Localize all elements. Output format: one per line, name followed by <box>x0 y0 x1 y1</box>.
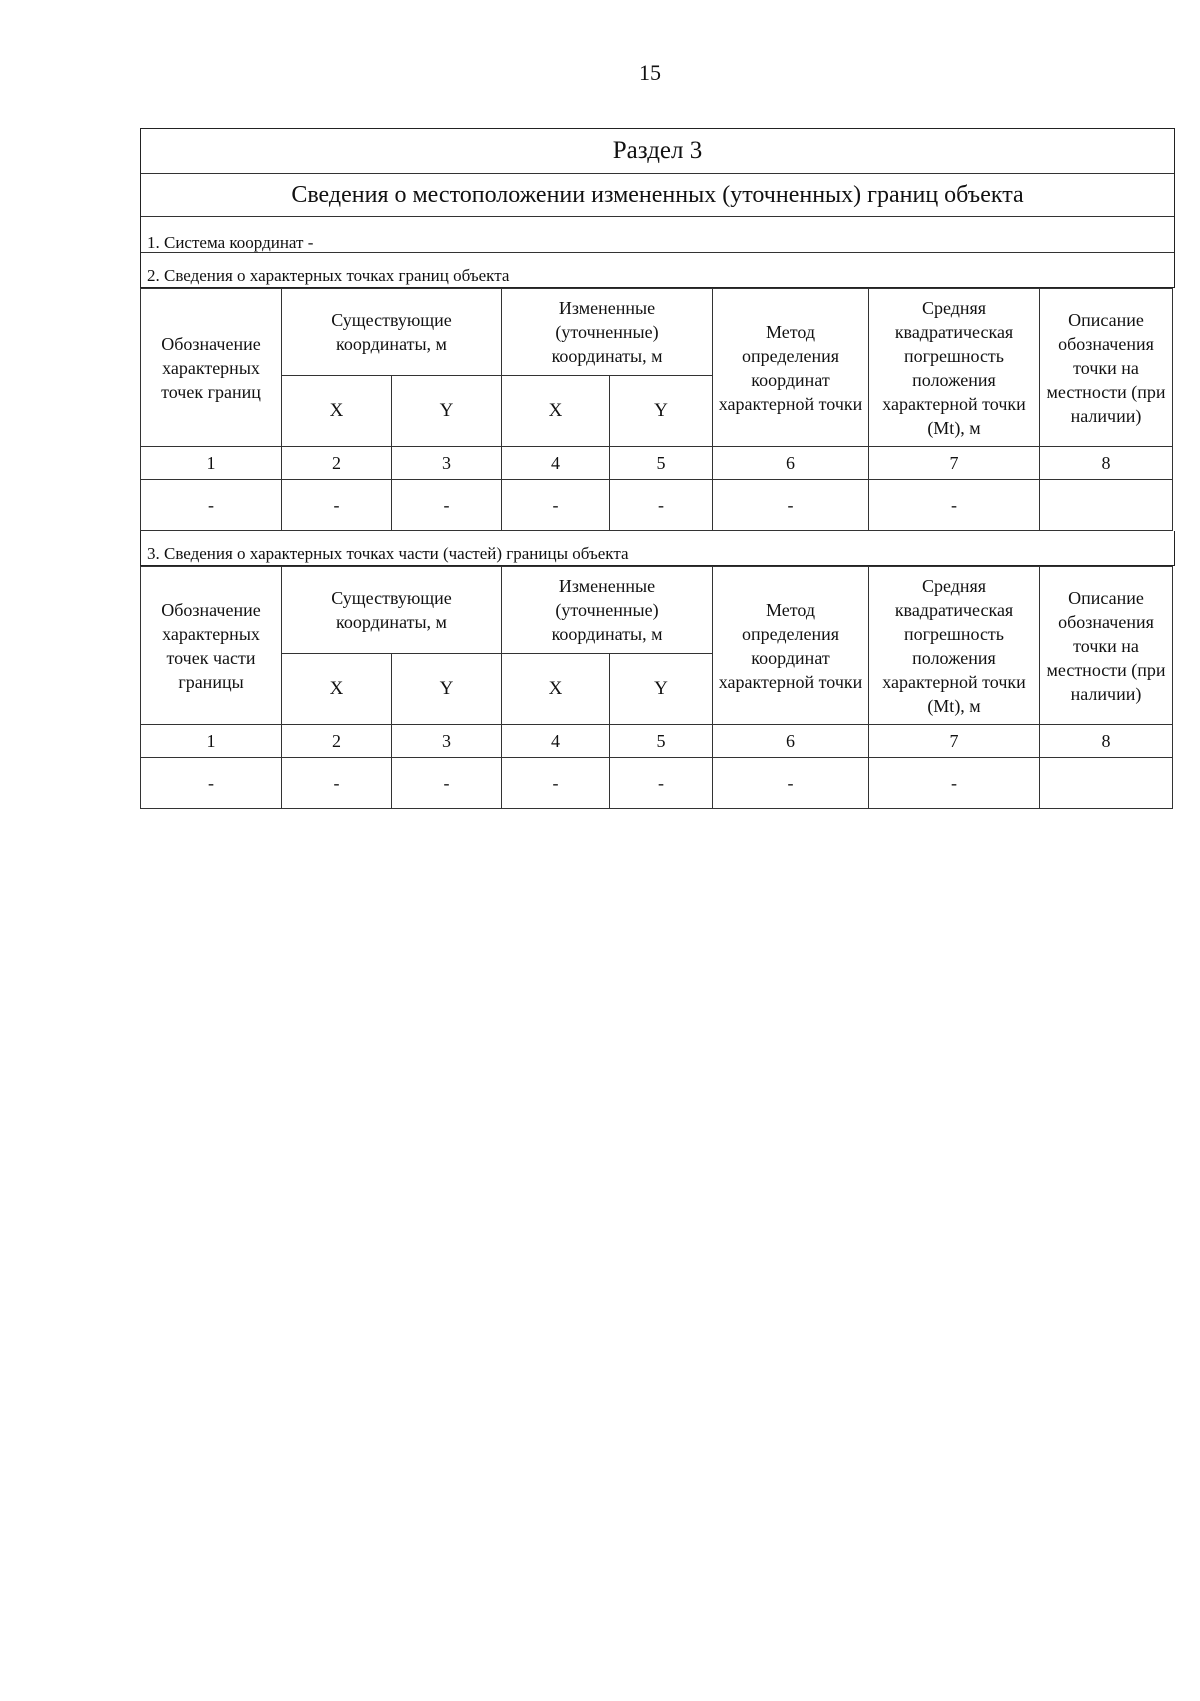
table3-method-header: Метод определения координат характерной точки <box>713 567 869 725</box>
table2-description-header: Описание обозначения точки на местности (при наличии) <box>1040 289 1173 447</box>
section-header-block <box>140 128 1175 288</box>
table3-num-4: 4 <box>502 725 610 758</box>
boundary-points-table <box>140 288 1173 531</box>
table2-changed-x: X <box>502 376 610 447</box>
table2-error-header: Средняя квадратическая погрешность положения характерной точки (Mt), м <box>869 289 1040 447</box>
table3-num-7: 7 <box>869 725 1040 758</box>
table2-num-7: 7 <box>869 447 1040 480</box>
table2-num-6: 6 <box>713 447 869 480</box>
coordinate-system: 1. Система координат - <box>141 217 1174 253</box>
table2-changed-coords-header: Измененные (уточненные) координаты, м <box>502 289 713 376</box>
table3-cell-3: - <box>392 758 502 809</box>
table2-num-1: 1 <box>141 447 282 480</box>
table2-num-5: 5 <box>610 447 713 480</box>
table3-num-2: 2 <box>282 725 392 758</box>
table2-existing-coords-header: Существующие координаты, м <box>282 289 502 376</box>
table-row <box>141 758 1173 809</box>
table2-num-4: 4 <box>502 447 610 480</box>
table2-header-row <box>141 289 1173 376</box>
part3-block <box>140 531 1175 809</box>
table2-existing-x: X <box>282 376 392 447</box>
table3-num-5: 5 <box>610 725 713 758</box>
section-3-sheet <box>140 128 1175 809</box>
section-title: Раздел 3 <box>141 129 1174 174</box>
table3-changed-x: X <box>502 654 610 725</box>
table3-changed-y: Y <box>610 654 713 725</box>
table3-column-numbers <box>141 725 1173 758</box>
part3-heading: 3. Сведения о характерных точках части (частей) границы объекта <box>147 544 629 563</box>
table3-changed-coords-header: Измененные (уточненные) координаты, м <box>502 567 713 654</box>
table3-num-8: 8 <box>1040 725 1173 758</box>
table3-header-row <box>141 567 1173 654</box>
table3-cell-1: - <box>141 758 282 809</box>
part-boundary-points-table <box>140 566 1173 809</box>
table3-cell-7: - <box>869 758 1040 809</box>
table3-cell-4: - <box>502 758 610 809</box>
table2-changed-y: Y <box>610 376 713 447</box>
table2-cell-4: - <box>502 480 610 531</box>
table3-cell-6: - <box>713 758 869 809</box>
part3-heading-block <box>140 531 1175 566</box>
table-row <box>141 480 1173 531</box>
page-number: 15 <box>639 60 661 85</box>
table2-cell-8 <box>1040 480 1173 531</box>
table3-cell-8 <box>1040 758 1173 809</box>
table3-existing-y: Y <box>392 654 502 725</box>
table3-existing-x: X <box>282 654 392 725</box>
table2-num-2: 2 <box>282 447 392 480</box>
table3-cell-2: - <box>282 758 392 809</box>
table2-column-numbers <box>141 447 1173 480</box>
table2-cell-2: - <box>282 480 392 531</box>
table3-description-header: Описание обозначения точки на местности (при наличии) <box>1040 567 1173 725</box>
section-subtitle: Сведения о местоположении измененных (уточненных) границ объекта <box>141 174 1174 217</box>
table3-num-6: 6 <box>713 725 869 758</box>
table2-cell-6: - <box>713 480 869 531</box>
table2-cell-5: - <box>610 480 713 531</box>
table2-cell-3: - <box>392 480 502 531</box>
part2-heading: 2. Сведения о характерных точках границ объекта <box>147 266 510 285</box>
table3-point-label-header: Обозначение характерных точек части границы <box>141 567 282 725</box>
table3-existing-coords-header: Существующие координаты, м <box>282 567 502 654</box>
table2-num-8: 8 <box>1040 447 1173 480</box>
table2-cell-1: - <box>141 480 282 531</box>
table3-num-3: 3 <box>392 725 502 758</box>
table3-cell-5: - <box>610 758 713 809</box>
table2-method-header: Метод определения координат характерной точки <box>713 289 869 447</box>
table3-error-header: Средняя квадратическая погрешность положения характерной точки (Mt), м <box>869 567 1040 725</box>
table2-existing-y: Y <box>392 376 502 447</box>
table3-num-1: 1 <box>141 725 282 758</box>
table2-num-3: 3 <box>392 447 502 480</box>
table2-point-label-header: Обозначение характерных точек границ <box>141 289 282 447</box>
table2-cell-7: - <box>869 480 1040 531</box>
